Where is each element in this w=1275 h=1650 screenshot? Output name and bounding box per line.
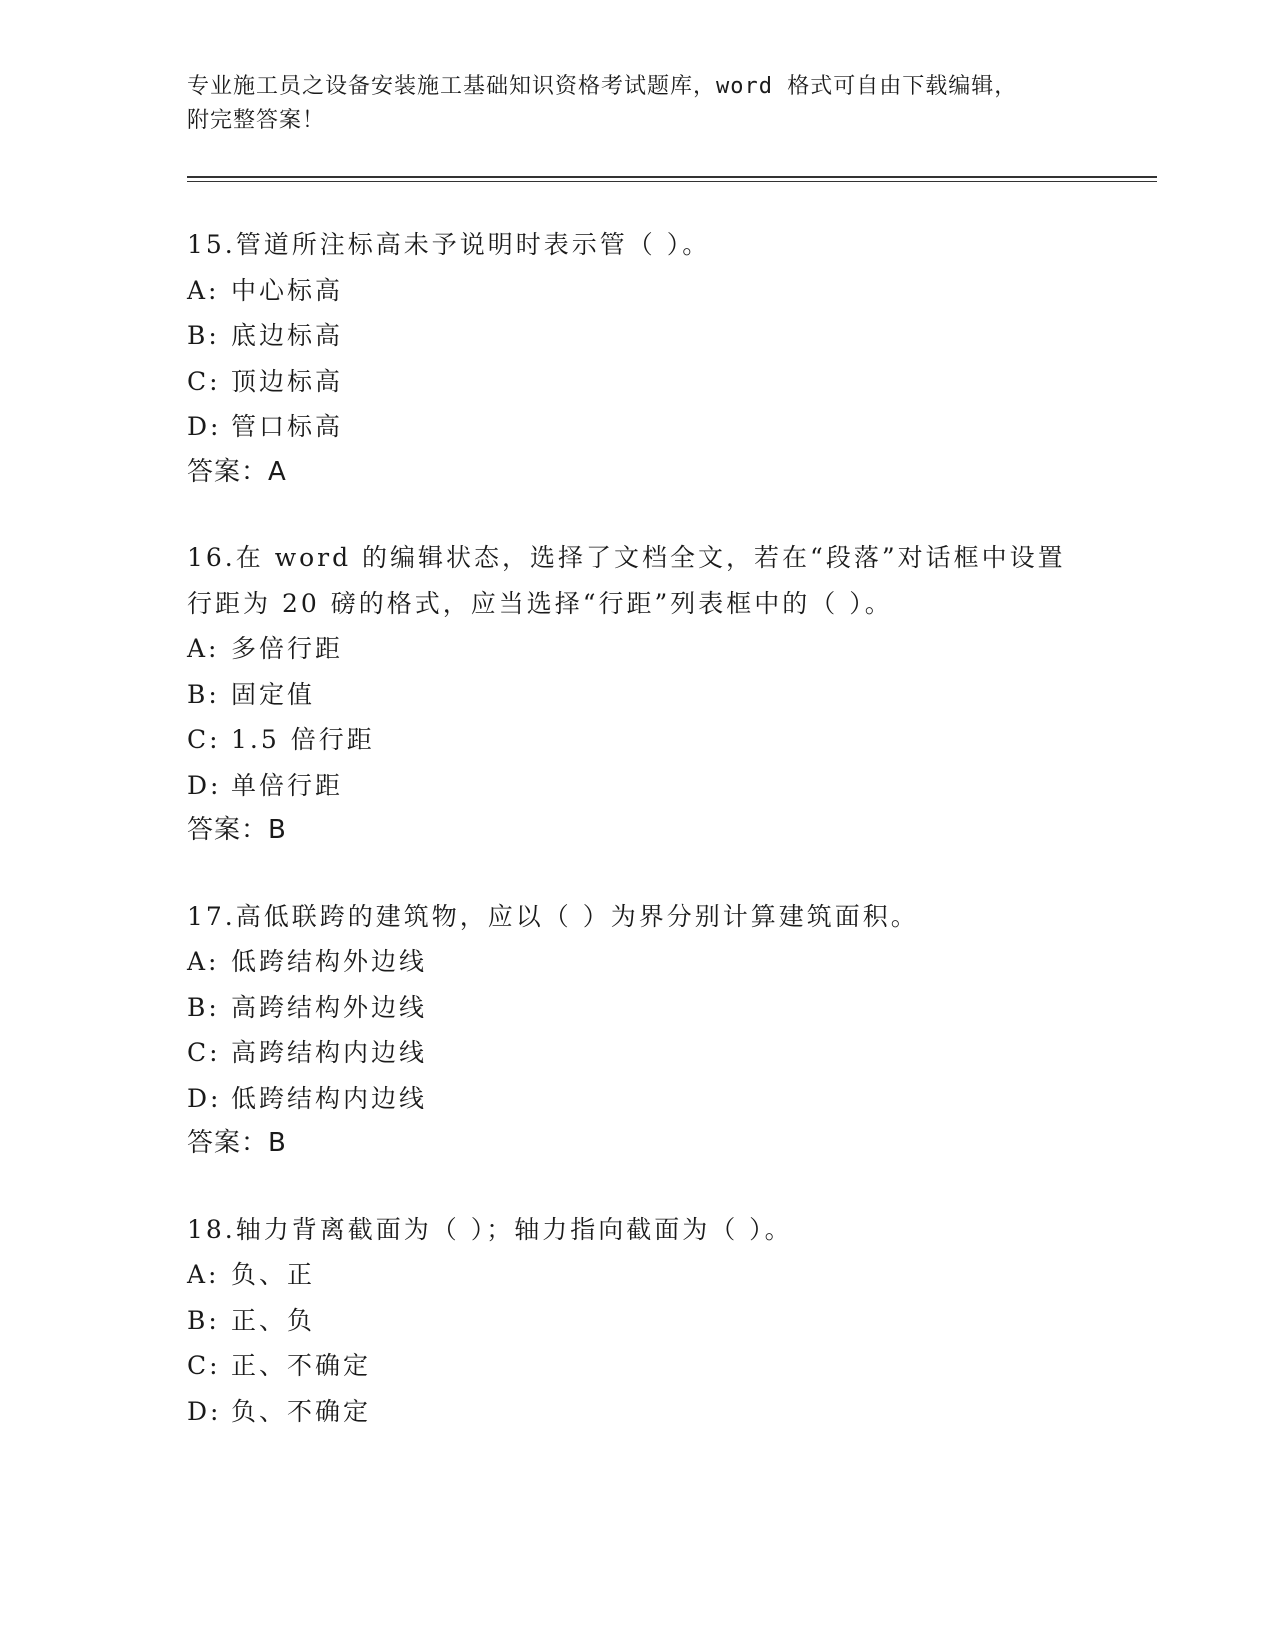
header-divider [187,176,1157,182]
document-page [187,70,1157,1474]
option-d [187,404,1157,450]
option-text: 固定值 [231,679,316,709]
option-text: 单倍行距 [231,770,344,800]
option-text: 高跨结构外边线 [231,992,428,1022]
question-text: 17.高低联跨的建筑物，应以（ ）为界分别计算建筑面积。 [187,901,919,931]
option-b [187,672,1157,718]
document-header [187,70,1157,138]
option-text: 负、不确定 [231,1396,372,1426]
option-text: 顶边标高 [231,366,344,396]
option-text: 1.5 倍行距 [231,725,375,754]
option-text: 管口标高 [231,412,344,441]
option-letter: A: [187,1260,220,1289]
option-letter: D: [187,1083,222,1113]
option-a [187,939,1157,985]
option-letter: D: [187,412,222,441]
question-text: 15.管道所注标高未予说明时表示管（ ）。 [187,230,711,259]
option-d [187,1076,1157,1122]
option-text: 负、正 [231,1260,316,1289]
option-d [187,763,1157,809]
option-text: 低跨结构外边线 [231,947,428,976]
option-a [187,626,1157,672]
option-text: 低跨结构内边线 [231,1083,428,1113]
answer-line: 答案：B [187,1128,287,1158]
option-letter: A: [187,634,220,663]
option-c [187,1030,1157,1076]
option-c [187,717,1157,763]
option-c [187,1343,1157,1389]
option-text: 正、不确定 [231,1351,372,1380]
option-letter: B: [187,992,220,1022]
option-letter: C: [187,725,221,754]
option-letter: C: [187,1351,221,1380]
option-letter: D: [187,770,222,800]
option-b [187,313,1157,359]
option-letter: B: [187,321,220,350]
option-letter: A: [187,275,220,305]
answer-line: 答案：B [187,815,287,845]
option-a [187,1252,1157,1298]
option-text: 多倍行距 [231,634,344,663]
question-15 [187,222,1157,495]
option-letter: D: [187,1396,222,1426]
option-b [187,1298,1157,1344]
option-letter: C: [187,366,221,396]
option-text: 高跨结构内边线 [231,1038,428,1067]
question-text: 18.轴力背离截面为（ ）；轴力指向截面为（ ）。 [187,1214,793,1244]
question-18 [187,1207,1157,1435]
option-letter: A: [187,947,220,976]
option-d [187,1389,1157,1435]
option-text: 中心标高 [231,275,344,305]
option-letter: B: [187,1305,220,1335]
header-line-1: 专业施工员之设备安装施工基础知识资格考试题库，word 格式可自由下载编辑， [187,74,1018,99]
question-17 [187,894,1157,1167]
option-a [187,268,1157,314]
header-line-2: 附完整答案！ [187,108,326,133]
question-list [187,222,1157,1434]
option-b [187,985,1157,1031]
option-letter: C: [187,1038,221,1067]
option-text: 正、负 [231,1305,316,1335]
question-16 [187,535,1157,854]
option-text: 底边标高 [231,321,344,350]
answer-line: 答案：A [187,456,287,487]
question-text: 16.在 word 的编辑状态，选择了文档全文，若在“段落”对话框中设置行距为 20 磅的格式，应当选择“行距”列表框中的（ ）。 [187,543,1066,618]
option-letter: B: [187,679,220,709]
option-c [187,359,1157,405]
